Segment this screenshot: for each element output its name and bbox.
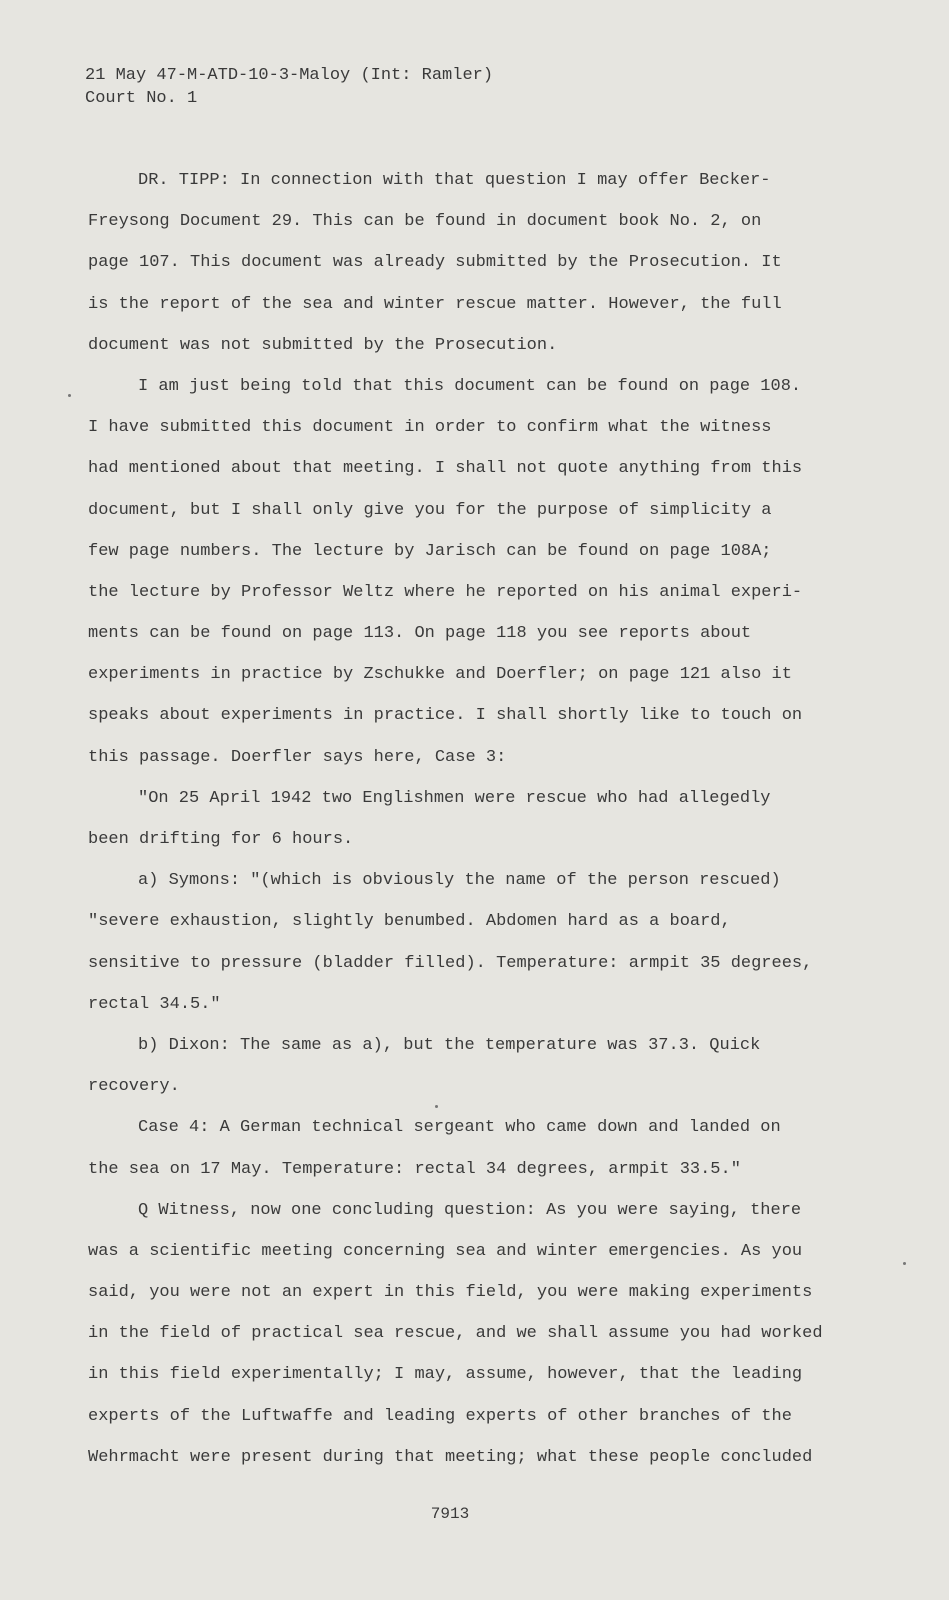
text-line: Case 4: A German technical sergeant who came down and landed on (138, 1118, 781, 1138)
text-line: Q Witness, now one concluding question: As you were saying, there (138, 1200, 802, 1220)
text-line: was a scientific meeting concerning sea and winter emergencies. As you (88, 1241, 803, 1261)
page-number: 7913 (430, 1505, 470, 1523)
text-line: I have submitted this document in order to confirm what the witness (88, 418, 772, 438)
text-line: is the report of the sea and winter rescue matter. However, the full (88, 294, 782, 314)
paper-speck (903, 1262, 906, 1265)
header-line-1: 21 May 47-M-ATD-10-3-Maloy (Int: Ramler) (85, 66, 494, 85)
text-line: document, but I shall only give you for the purpose of simplicity a (88, 500, 772, 520)
text-line: rectal 34.5." (88, 994, 221, 1014)
paper-speck (68, 394, 71, 397)
text-line: this passage. Doerfler says here, Case 3: (88, 747, 507, 767)
text-line: few page numbers. The lecture by Jarisch can be found on page 108A; (88, 541, 772, 561)
text-line: "severe exhaustion, slightly benumbed. Abdomen hard as a board, (88, 912, 731, 932)
paper-speck (435, 1105, 438, 1108)
text-line: Freysong Document 29. This can be found in document book No. 2, on (88, 212, 762, 232)
text-line: in the field of practical sea rescue, and we shall assume you had worked (88, 1324, 823, 1344)
text-line: been drifting for 6 hours. (88, 830, 354, 849)
text-line: document was not submitted by the Prosecution. (88, 335, 558, 355)
text-line: I am just being told that this document can be found on page 108. (138, 376, 802, 396)
text-line: a) Symons: "(which is obviously the name of the person rescued) (138, 871, 781, 891)
text-line: had mentioned about that meeting. I shall not quote anything from this (88, 459, 803, 479)
text-line: "On 25 April 1942 two Englishmen were rescue who had allegedly (138, 788, 771, 808)
document-header (85, 64, 493, 110)
text-line: sensitive to pressure (bladder filled). Temperature: armpit 35 degrees, (88, 953, 813, 973)
text-line: experts of the Luftwaffe and leading experts of other branches of the (88, 1406, 792, 1426)
text-line: the sea on 17 May. Temperature: rectal 34 degrees, armpit 33.5." (88, 1159, 741, 1179)
text-line: ments can be found on page 113. On page 118 you see reports about (88, 624, 752, 644)
text-line: page 107. This document was already submitted by the Prosecution. It (88, 253, 782, 273)
text-line: Wehrmacht were present during that meeting; what these people concluded (88, 1447, 813, 1467)
transcript-body (88, 160, 828, 1478)
text-line: said, you were not an expert in this field, you were making experiments (88, 1283, 813, 1303)
text-line: the lecture by Professor Weltz where he reported on his animal experi- (88, 582, 803, 602)
text-line: DR. TIPP: In connection with that question I may offer Becker- (138, 171, 771, 190)
text-line: recovery. (88, 1077, 180, 1097)
header-line-2: Court No. 1 (85, 89, 198, 108)
text-line: experiments in practice by Zschukke and Doerfler; on page 121 also it (88, 665, 792, 685)
text-line: speaks about experiments in practice. I shall shortly like to touch on (88, 706, 803, 726)
text-line: in this field experimentally; I may, assume, however, that the leading (88, 1365, 803, 1385)
text-line: b) Dixon: The same as a), but the temperature was 37.3. Quick (138, 1035, 761, 1055)
